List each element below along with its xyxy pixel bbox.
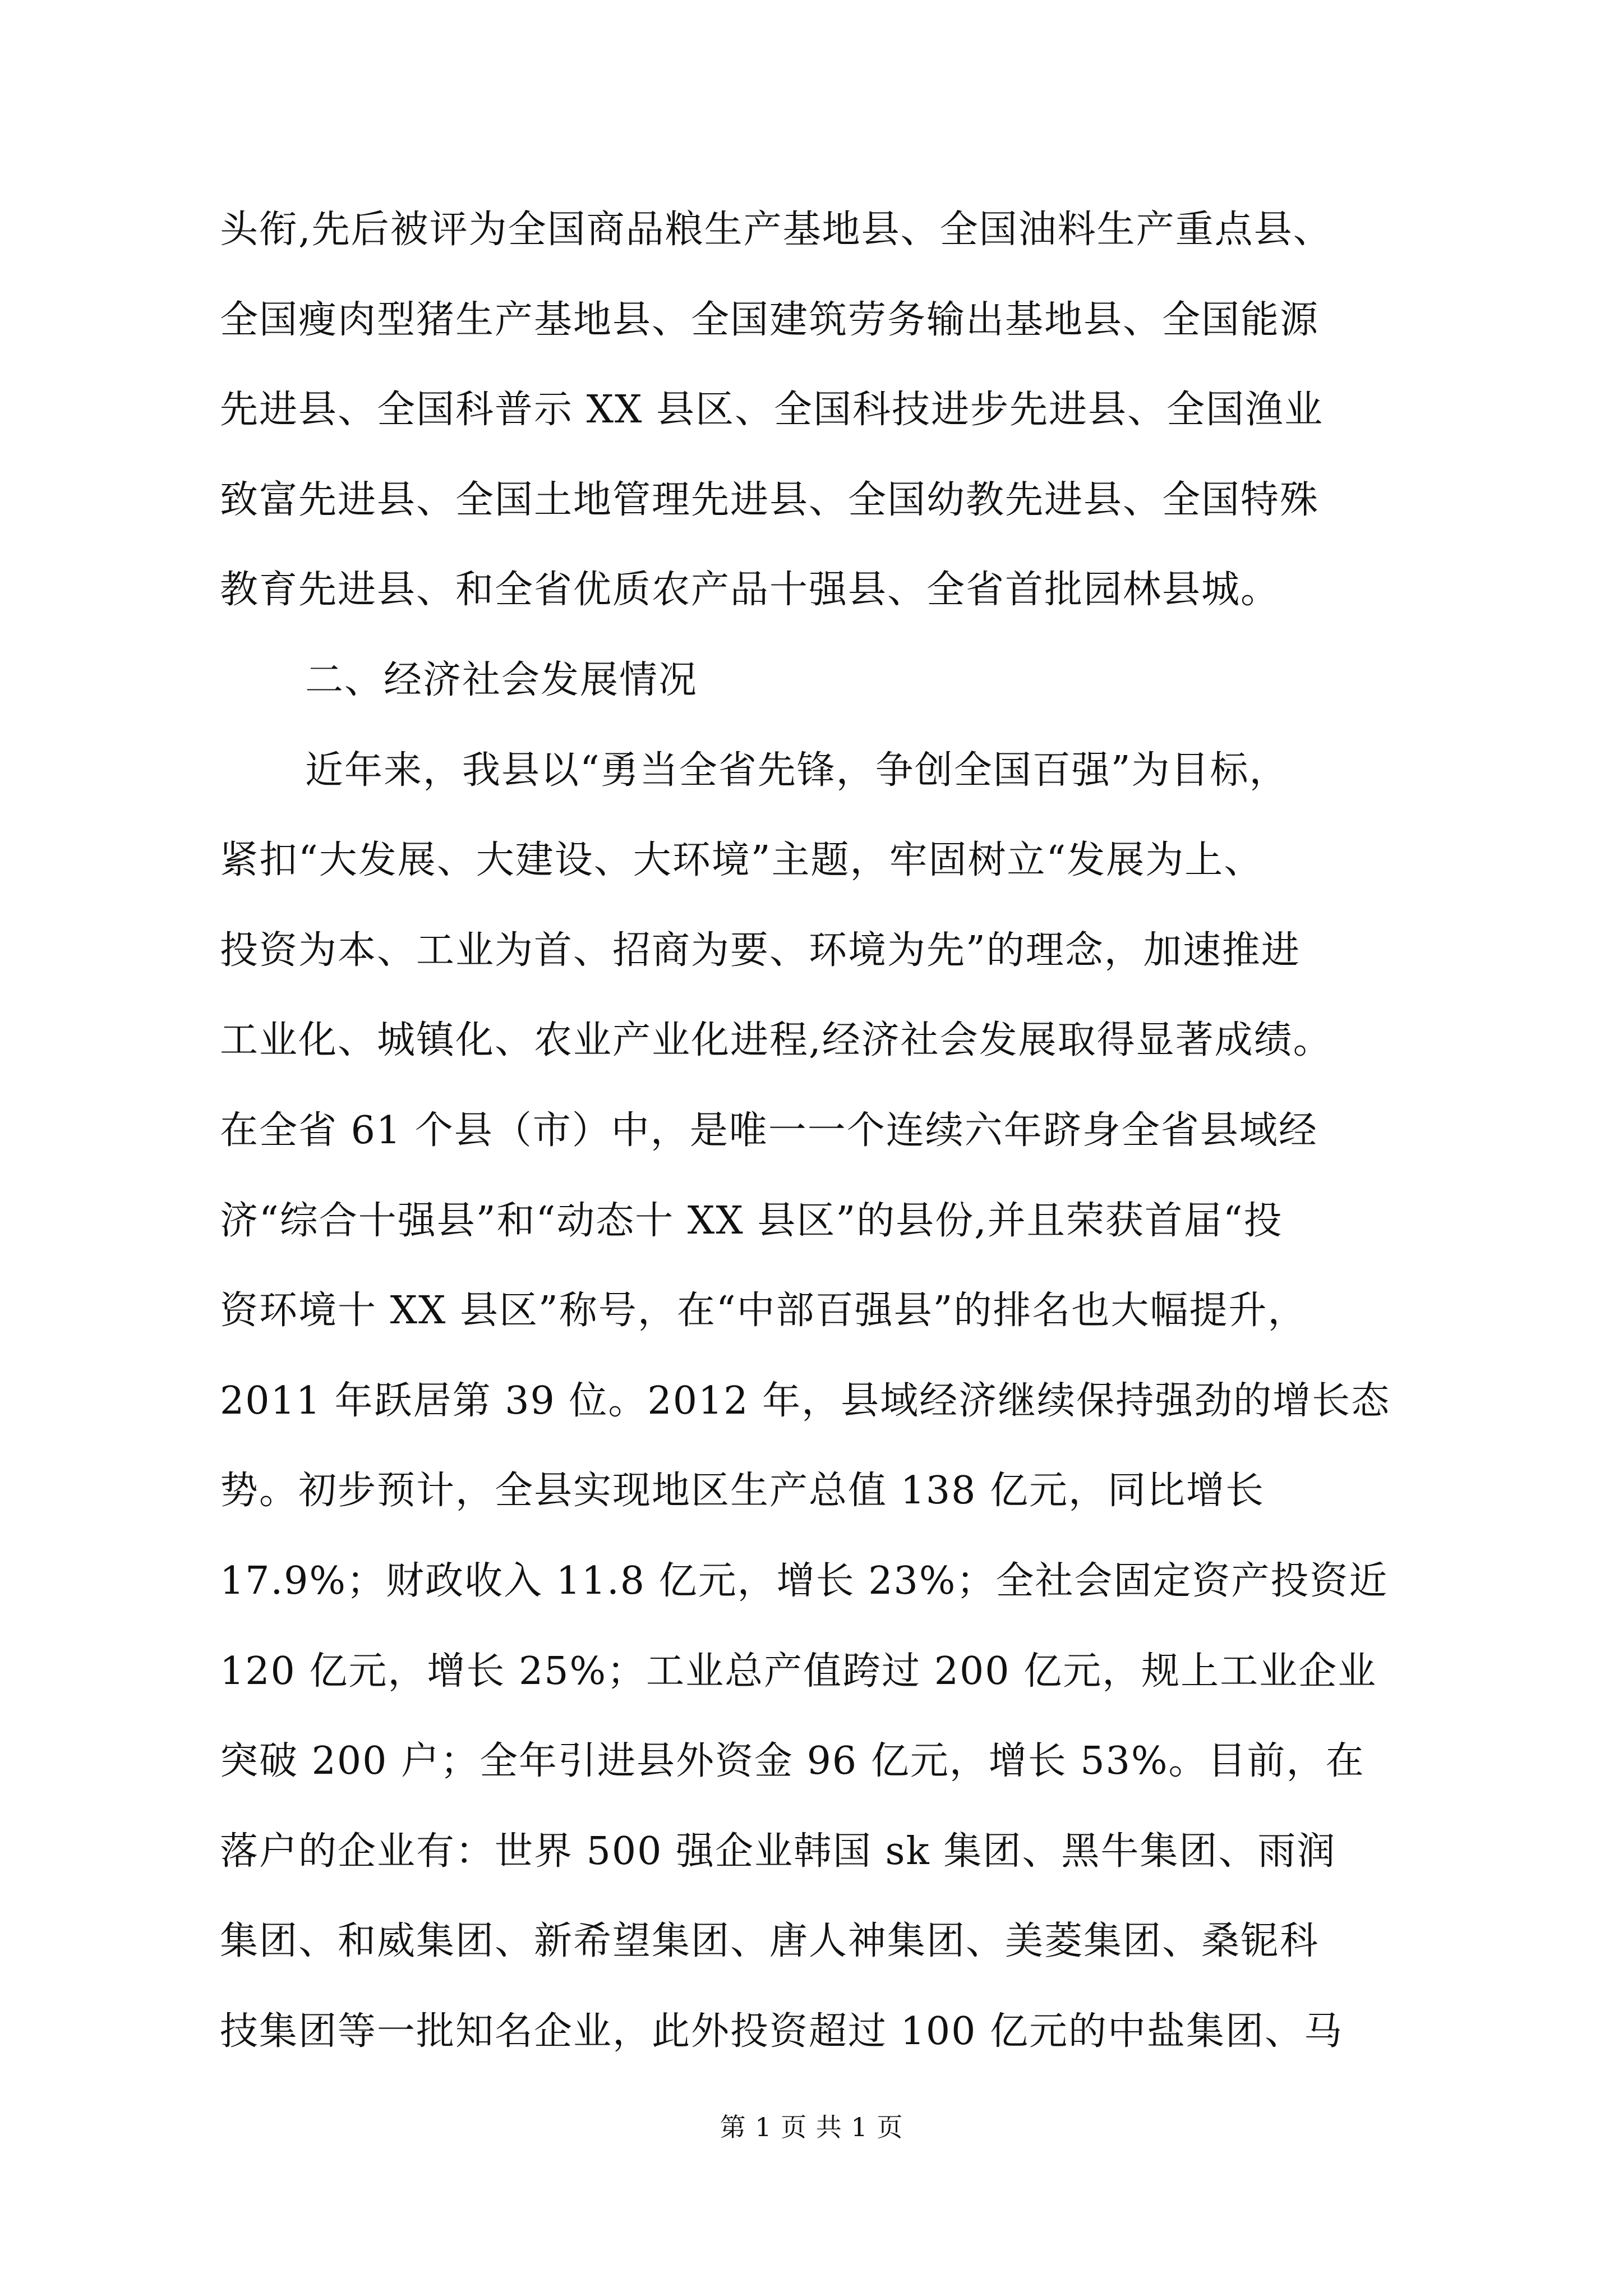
paragraph-line: 资环境十 XX 县区”称号，在“中部百强县”的排名也大幅提升， xyxy=(220,1289,1307,1333)
paragraph-line: 紧扣“大发展、大建设、大环境”主题，牢固树立“发展为上、 xyxy=(220,838,1264,883)
section-heading: 二、经济社会发展情况 xyxy=(305,657,698,702)
paragraph-line: 技集团等一批知名企业，此外投资超过 100 亿元的中盐集团、马 xyxy=(220,2009,1344,2054)
paragraph-line: 济“综合十强县”和“动态十 XX 县区”的县份,并且荣获首届“投 xyxy=(220,1198,1283,1243)
paragraph-line: 集团、和威集团、新希望集团、唐人神集团、美菱集团、桑铌科 xyxy=(220,1919,1320,1964)
paragraph-line: 教育先进县、和全省优质农产品十强县、全省首批园林县城。 xyxy=(220,568,1280,613)
paragraph-line: 在全省 61 个县（市）中，是唯一一个连续六年跻身全省县域经 xyxy=(220,1108,1318,1153)
paragraph-line: 落户的企业有：世界 500 强企业韩国 sk 集团、黑牛集团、雨润 xyxy=(220,1829,1336,1874)
paragraph-line: 17.9%；财政收入 11.8 亿元，增长 23%；全社会固定资产投资近 xyxy=(220,1558,1389,1603)
paragraph-line: 先进县、全国科普示 XX 县区、全国科技进步先进县、全国渔业 xyxy=(220,388,1324,432)
paragraph-line: 近年来，我县以“勇当全省先锋，争创全国百强”为目标， xyxy=(305,748,1289,793)
paragraph-line: 2011 年跃居第 39 位。2012 年，县域经济继续保持强劲的增长态 xyxy=(220,1378,1391,1423)
paragraph-line: 工业化、城镇化、农业产业化进程,经济社会发展取得显著成绩。 xyxy=(220,1018,1332,1063)
paragraph-line: 投资为本、工业为首、招商为要、环境为先”的理念，加速推进 xyxy=(220,928,1301,973)
paragraph-line: 致富先进县、全国土地管理先进县、全国幼教先进县、全国特殊 xyxy=(220,477,1320,522)
paragraph-line: 头衔,先后被评为全国商品粮生产基地县、全国油料生产重点县、 xyxy=(220,208,1332,252)
paragraph-line: 全国瘦肉型猪生产基地县、全国建筑劳务输出基地县、全国能源 xyxy=(220,297,1320,342)
paragraph-line: 突破 200 户；全年引进县外资金 96 亿元，增长 53%。目前，在 xyxy=(220,1739,1365,1784)
paragraph-line: 势。初步预计，全县实现地区生产总值 138 亿元，同比增长 xyxy=(220,1469,1265,1513)
page-footer: 第 1 页 共 1 页 xyxy=(720,2112,903,2142)
document-body xyxy=(220,185,1454,2077)
paragraph-line: 120 亿元，增长 25%；工业总产值跨过 200 亿元，规上工业企业 xyxy=(220,1649,1377,1694)
